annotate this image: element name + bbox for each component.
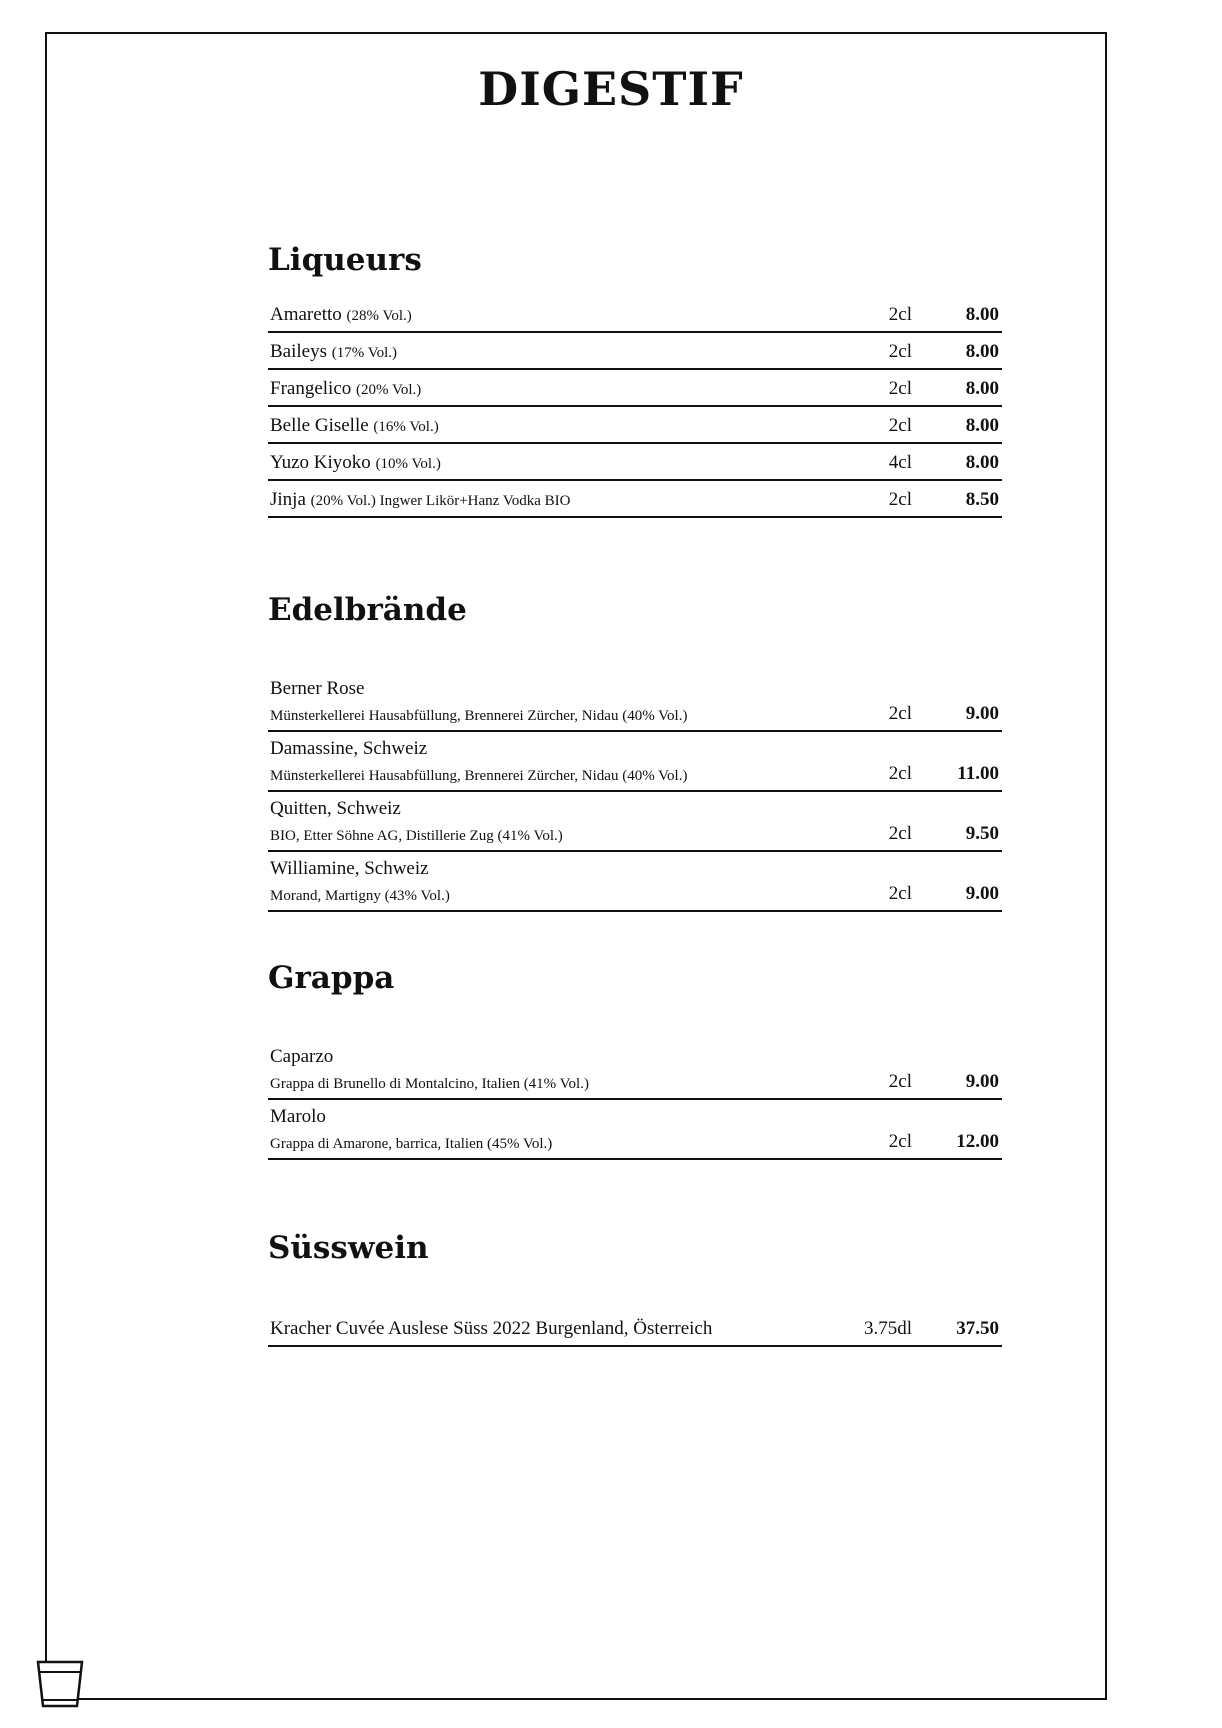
section-edelbraende <box>268 590 1002 904</box>
section-suesswein <box>268 1228 1002 1339</box>
page-title: DIGESTIF <box>478 62 744 116</box>
glass-icon <box>36 1660 84 1708</box>
item-size: 2cl <box>888 341 912 362</box>
item-detail: (20% Vol.) <box>356 382 422 398</box>
menu-row <box>268 1100 1002 1160</box>
menu-row <box>268 672 1002 732</box>
item-size: 3.75dl <box>863 1318 912 1339</box>
menu-row <box>268 444 1002 481</box>
section-grappa <box>268 958 1002 1152</box>
item-size: 2cl <box>888 883 912 904</box>
item-name: Williamine, Schweiz <box>270 858 429 879</box>
menu-row <box>268 407 1002 444</box>
item-detail: (28% Vol.) <box>346 308 412 324</box>
item-name: Kracher Cuvée Auslese Süss 2022 Burgenland, Österreich <box>270 1318 713 1339</box>
item-detail: Grappa di Amarone, barrica, Italien (45% Vol.) <box>270 1136 553 1152</box>
item-price: 8.00 <box>965 452 999 473</box>
section-heading: Grappa <box>268 960 395 996</box>
menu-row <box>268 792 1002 852</box>
item-name: Caparzo <box>270 1046 334 1067</box>
item-price: 9.00 <box>965 883 999 904</box>
section-liqueurs <box>268 240 1002 510</box>
item-detail: (20% Vol.) Ingwer Likör+Hanz Vodka BIO <box>310 493 571 509</box>
menu-row <box>268 333 1002 370</box>
item-name: Belle Giselle <box>270 415 369 436</box>
item-size: 2cl <box>888 763 912 784</box>
item-price: 9.00 <box>965 703 999 724</box>
item-detail: Münsterkellerei Hausabfüllung, Brennerei Zürcher, Nidau (40% Vol.) <box>270 708 688 724</box>
item-size: 2cl <box>888 415 912 436</box>
menu-row <box>268 852 1002 912</box>
section-heading: Edelbrände <box>268 592 467 628</box>
item-price: 8.50 <box>965 489 999 510</box>
item-detail: (10% Vol.) <box>375 456 441 472</box>
item-price: 9.50 <box>965 823 999 844</box>
item-name: Yuzo Kiyoko <box>270 452 371 473</box>
item-detail: Münsterkellerei Hausabfüllung, Brennerei Zürcher, Nidau (40% Vol.) <box>270 768 688 784</box>
menu-row <box>268 481 1002 518</box>
item-size: 2cl <box>888 378 912 399</box>
menu-row <box>268 732 1002 792</box>
menu-row <box>268 1310 1002 1347</box>
item-price: 37.50 <box>956 1318 999 1339</box>
item-size: 2cl <box>888 304 912 325</box>
item-price: 8.00 <box>965 341 999 362</box>
item-price: 11.00 <box>957 763 999 784</box>
item-name: Frangelico <box>270 378 352 399</box>
item-price: 9.00 <box>965 1071 999 1092</box>
section-heading: Liqueurs <box>268 242 422 278</box>
item-price: 8.00 <box>965 415 999 436</box>
menu-row <box>268 296 1002 333</box>
item-size: 2cl <box>888 489 912 510</box>
item-name: Marolo <box>270 1106 326 1127</box>
item-detail: Grappa di Brunello di Montalcino, Italien (41% Vol.) <box>270 1076 589 1092</box>
item-price: 8.00 <box>965 378 999 399</box>
item-size: 2cl <box>888 1071 912 1092</box>
item-detail: BIO, Etter Söhne AG, Distillerie Zug (41% Vol.) <box>270 828 563 844</box>
item-name: Amaretto <box>270 304 342 325</box>
item-detail: (16% Vol.) <box>373 419 439 435</box>
item-name: Berner Rose <box>270 678 365 699</box>
item-detail: Morand, Martigny (43% Vol.) <box>270 888 450 904</box>
menu-row <box>268 1040 1002 1100</box>
item-size: 4cl <box>888 452 912 473</box>
item-size: 2cl <box>888 1131 912 1152</box>
item-size: 2cl <box>888 823 912 844</box>
item-price: 12.00 <box>956 1131 999 1152</box>
item-name: Baileys <box>270 341 327 362</box>
item-size: 2cl <box>888 703 912 724</box>
menu-row <box>268 370 1002 407</box>
section-heading: Süsswein <box>268 1230 429 1266</box>
item-name: Damassine, Schweiz <box>270 738 428 759</box>
item-price: 8.00 <box>965 304 999 325</box>
item-name: Jinja <box>270 489 306 510</box>
item-detail: (17% Vol.) <box>331 345 398 361</box>
item-name: Quitten, Schweiz <box>270 798 401 819</box>
